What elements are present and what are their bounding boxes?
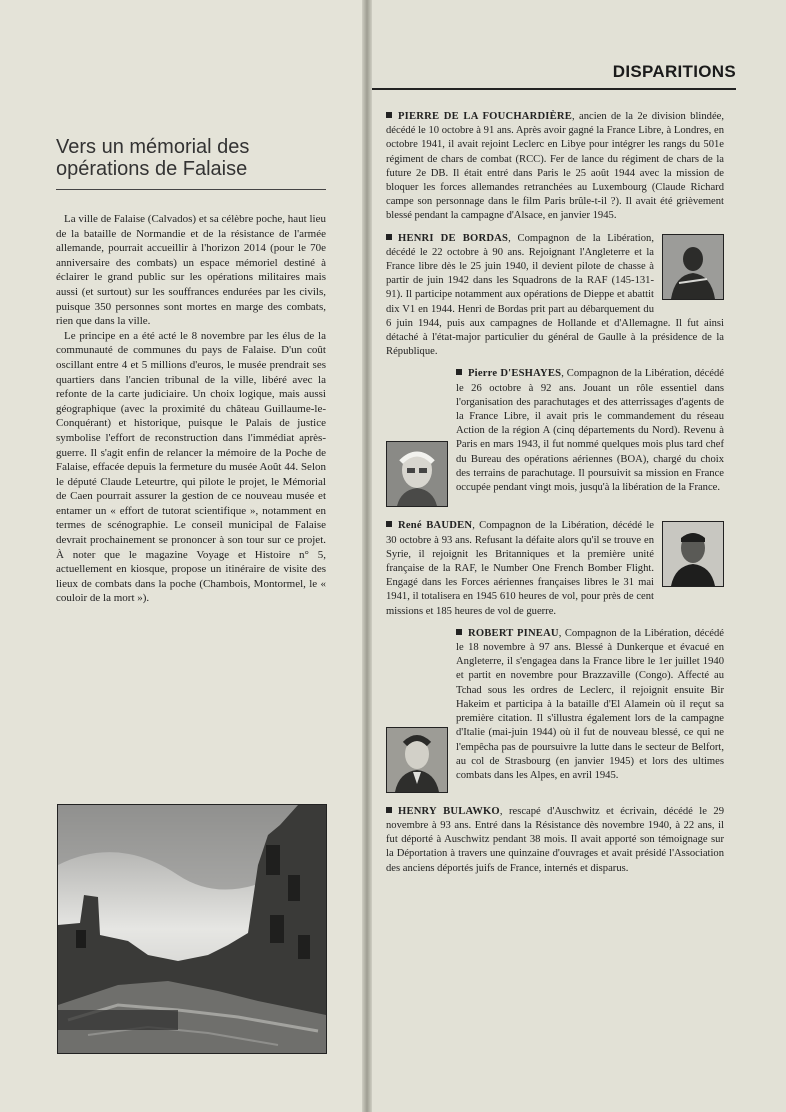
portrait-photo: [386, 727, 448, 793]
obituary-entry: [386, 232, 724, 360]
obituary-entry: [386, 627, 724, 797]
page-gutter: [362, 0, 372, 1112]
section-divider: [372, 88, 736, 90]
article-paragraph: La ville de Falaise (Calvados) et sa célèbre poche, haut lieu de la bataille de Normandie et de la résistance de l'armée allemande, pourrait accueillir à l'horizon 2014 (pour le 70e anniversaire des combats) un espace mémoriel destiné à éclairer le grand public sur les opérations militaires mais aussi (et surtout) sur les souffrances endurées par les civils, puisque 350 personnes sont mortes en marge des combats, rien que dans la ville.: [56, 213, 326, 328]
obituary-name: HENRI DE BORDAS: [398, 232, 509, 244]
obituary-name: ROBERT PINEAU: [468, 627, 559, 639]
obituary-text: , Compagnon de la Libération, décédé le 18 novembre à 97 ans. Blessé à Dunkerque et évacué en Angleterre, il s'engagea dans la France libre le 1er juillet 1940 et partit en novembre pour Brazzaville (Congo). Affecté au Tchad sous les ordres de Leclerc, il rejoignit ensuite Bir Hakeim et participa à la bataille d'El Alamein où il reçut sa première citation. Il s'illustra également lors de la campagne d'Italie (mai-juin 1944) où il fut de nouveau blessé, ce qui ne l'empêcha pas de poursuivre la lutte dans le secteur de Belfort, au col de Strasbourg (en janvier 1945) et lors des ultimes combats dans les Alpes, en avril 1945.: [456, 627, 724, 781]
bullet-square-icon: [386, 807, 392, 813]
title-divider: [56, 189, 326, 190]
obituary-text: , Compagnon de la Libération, décédé le 22 octobre à 90 ans. Rejoignant l'Angleterre et la France libre dès le 25 juin 1940, il devient pilote de chasse à partir de juin 1942 dans les Squadrons de la RAF (145-131-91). Il participe notamment aux opérations de Dieppe et abattit dix V1 en 1944. Henri de Bordas prit part au débarquement du 6 juin 1944, puis aux campagnes de Hollande et d'Allemagne. Il fut ainsi détaché à l'état-major particulier du général de Gaulle à la présidence de la République.: [386, 232, 724, 358]
obituary-text: , Compagnon de la Libération, décédé le 30 octobre à 93 ans. Refusant la défaite alors qu'il se trouve en Syrie, il rejoignit les Britanniques et la première unité française de la RAF, le Number One French Bomber Flight. Engagé dans les Forces aériennes françaises libres le 31 mai 1941, il totalisera en 1945 610 heures de vol, pour près de cent missions et 185 heures de vol de guerre.: [386, 520, 654, 617]
bullet-square-icon: [456, 629, 462, 635]
bullet-square-icon: [456, 369, 462, 375]
obituary-entry: [386, 110, 724, 224]
bullet-square-icon: [386, 112, 392, 118]
obituary-list: [386, 110, 724, 884]
falaise-ruins-photo: [57, 804, 327, 1054]
obituary-entry: [386, 367, 724, 511]
pilot-portrait-icon: [663, 235, 723, 299]
bullet-square-icon: [386, 234, 392, 240]
article-paragraph: Le principe en a été acté le 8 novembre par les élus de la communauté de communes du pays de Falaise. D'un coût oscillant entre 4 et 5 millions d'euros, le musée prendrait ses quartiers dans l'ancien tribunal de la ville, libéré avec la refonte de la carte judiciaire. Un choix logique, mais aussi géographique (avec la proximité du château Guillaume-le-Conquérant) et historique, puisque le Palais de justice symbolise l'effort de reconstruction dans l'immédiat après-guerre. Il s'agit enfin de relancer la mémoire de la Poche de Falaise, effacée depuis la fermeture du musée Août 44. Selon le député Claude Leteurtre, qui pilote le projet, le Mémorial de Caen pourrait assurer la gestion de ce nouveau musée et entamer un « effort de tutorat scientifique », notamment en termes de scénographie. Le conseil municipal de Falaise devrait prochainement se prononcer à son tour sur ce projet. À noter que le magazine Voyage et Histoire n° 5, actuellement en kiosque, propose un itinéraire de visite des lieux de combats dans la poche (Chambois, Montormel, le « couloir de la mort »).: [56, 329, 326, 605]
section-heading: DISPARITIONS: [612, 62, 736, 81]
ruins-photo-icon: [58, 805, 326, 1053]
obituary-text: , rescapé d'Auschwitz et écrivain, décédé le 29 novembre à 93 ans. Entré dans la Résistance dès novembre 1940, à 22 ans, il fut déporté à Auschwitz pendant 38 mois. Il avait apporté son témoignage sur la Déportation à travers une quinzaine d'ouvrages et avait présidé l'Association des anciens déportés juifs de France, internés et disparus.: [386, 805, 724, 874]
article-body: [56, 212, 326, 606]
portrait-photo: [662, 234, 724, 300]
soldier-portrait-icon: [387, 728, 447, 792]
elderly-man-portrait-icon: [387, 442, 447, 506]
left-page: [0, 0, 362, 1112]
obituary-name: PIERRE DE LA FOUCHARDIÈRE: [398, 111, 573, 122]
article-title: Vers un mémorial des opérations de Falaise: [56, 136, 250, 180]
right-page: [372, 0, 786, 1112]
obituary-text: , Compagnon de la Libération, décédé le 26 octobre à 92 ans. Jouant un rôle essentiel dans l'organisation des parachutages et des atterrissages d'agents de la France Libre, il avait pris le commandement du réseau Action de la région A (cinq départements du Nord). Revenu à Paris en mars 1943, il fut nommé quelques mois plus tard chef du Bureau des opérations aériennes (BOA), chargé du choix des terrains de parachutage. Il poursuivit sa mission en France occupée pendant vingt mois, jusqu'à la libération de la France.: [456, 368, 724, 494]
obituary-name: René BAUDEN: [398, 520, 473, 532]
obituary-text: , ancien de la 2e division blindée, décédé le 10 octobre à 91 ans. Après avoir gagné la France Libre, à Londres, en octobre 1941, il avait rejoint Leclerc en Libye pour intégrer les rangs du 501e régiment de chars de combat (RCC). Fer de lance du régiment de chars de la future 2e DB. Il était entré dans Paris le 25 août 1944 avec la mission de bloquer les forces allemandes retranchées au Luxembourg (Claude Richard campe son personnage dans le film Paris brûle-t-il ?). Il avait été grièvement blessé pendant la campagne d'Alsace, en janvier 1945.: [386, 111, 725, 222]
airman-portrait-icon: [663, 522, 723, 586]
obituary-entry: [386, 805, 724, 876]
portrait-photo: [386, 441, 448, 507]
obituary-entry: [386, 519, 724, 618]
bullet-square-icon: [386, 521, 392, 527]
portrait-photo: [662, 521, 724, 587]
obituary-name: Pierre D'ESHAYES: [468, 368, 562, 380]
obituary-name: HENRY BULAWKO: [398, 805, 500, 817]
